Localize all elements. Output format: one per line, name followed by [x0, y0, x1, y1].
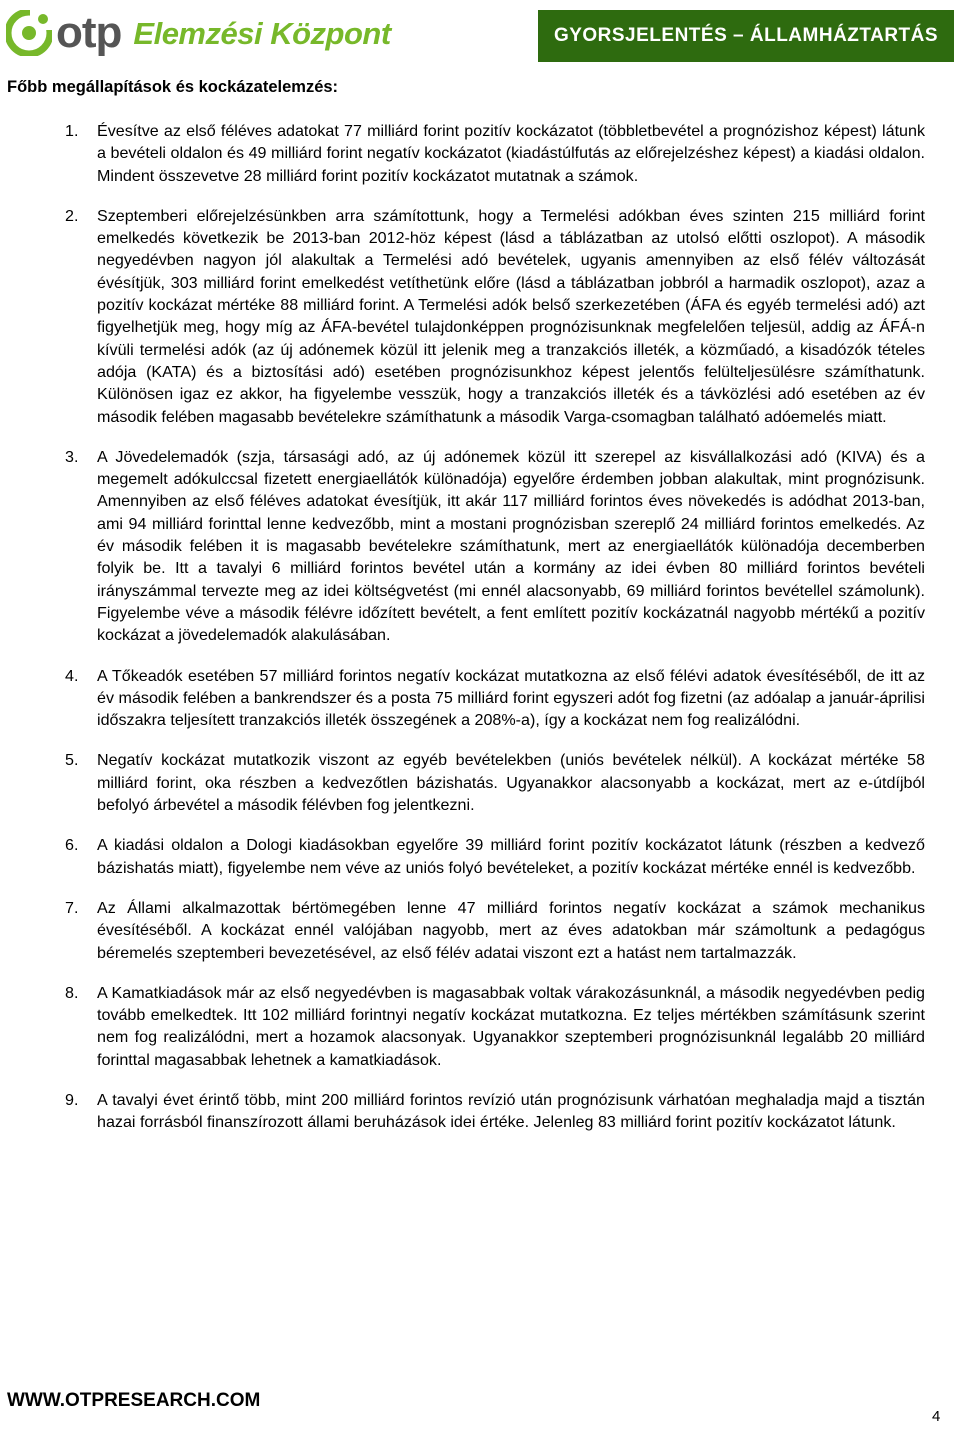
item-number: 3. [65, 447, 79, 466]
otp-logo [6, 8, 391, 58]
banner-label: GYORSJELENTÉS – ÁLLAMHÁZTARTÁS [553, 25, 939, 46]
page-header [0, 0, 960, 70]
logo-wordmark: otp [56, 8, 122, 57]
item-text: A Jövedelemadók (szja, társasági adó, az új adónemek közül itt szerepel az kisvállalkozási adó (KIVA) és a megemelt adókulccsal fizetett energiaellátók különadója) egyelőre érdemben jobban alakultak, mint prognózisunk. Amennyiben az első féléves adatokat évesítjük, itt akár 117 milliárd forintos éves növekedés is adódhat 2013-ban, ami 94 milliárd forinttal lenne kedvezőbb, mint a mostani prognózisban szereplő 24 milliárd forintos emelkedés. Az év második felében it is magasabb bevételekre számíthatunk, mert az energiaellátók különadója decemberben folyik be. Itt a tavalyi 6 milliárd forintos bevétel után a kormány az idei évben 80 milliárd forintos bevételi irányszámmal tervezte meg az idei költségvetést (mi ennél alacsonyabb, 69 milliárd forintos bevétellel számolunk). Figyelembe véve a második félévre időzített bevételt, a fent említett pozitív kockázatnál nagyobb mértékű a pozitív kockázat a jövedelemadók alakulásában. [97, 447, 925, 645]
item-number: 5. [65, 751, 79, 770]
list-item [61, 446, 925, 647]
item-number: 4. [65, 666, 79, 685]
report-type-banner [538, 10, 954, 62]
footer-website-link[interactable]: WWW.OTPRESEARCH.COM [7, 1390, 261, 1411]
item-text: Szeptemberi előrejelzésünkben arra számítottunk, hogy a Termelési adókban éves szinten 215 milliárd forint emelkedés következik be 2013-ban 2012-höz képest (lásd a táblázatban az utolsó előtti oszlopot). A második negyedévben nagyon jól alakultak a Termelési adó bevételek, ugyanis amennyiben az első félév változását évésítjük, 303 milliárd forint emelkedést vetíthetünk előre (lásd a táblázatban jobbról a harmadik oszlopot), azaz a pozitív kockázat mértéke 88 milliárd forint. A Termelési adók belső szerkezetében (ÁFA és egyéb termelési adó) azt figyelhetjük meg, hogy míg az ÁFA-bevétel tulajdonképpen prognózisunknak megfelelően teljesül, addig az ÁFÁ-n kívüli termelési adók (az új adónemek közül itt jelenik meg a tranzakciós illeték, a közműadó, a kisadózók tételes adója (KATA) és a biztosítási adó) esetében prognózisunkhoz képest jelentős felülteljesülésre számíthatunk. Különösen igaz ez akkor, ha figyelembe vesszük, hogy a tranzakciós illeték és a távközlési adó esetében az év második felében magasabb bevételekre számíthatunk a második Varga-csomagban található adóemelés miatt. [97, 206, 925, 426]
item-number: 9. [65, 1090, 79, 1109]
list-item [61, 749, 925, 816]
findings-list [61, 120, 925, 1152]
list-item [61, 1089, 925, 1134]
list-item [61, 120, 925, 187]
item-text: A Kamatkiadások már az első negyedévben is magasabbak voltak várakozásunknál, a második negyedévben pedig tovább emelkedtek. Itt 102 milliárd forintnyi negatív kockázat mutatkozna. Ez teljes mértékben számításunk szerint nem fog realizálódni, mert a hozamok alacsonyak. Ugyanakkor szeptemberi prognózisunknál legalább 20 milliárd forinttal magasabbak lehetnek a kamatkiadások. [97, 983, 925, 1069]
item-number: 7. [65, 898, 79, 917]
item-number: 1. [65, 122, 79, 140]
logo-subtitle: Elemzési Központ [133, 15, 391, 51]
otp-logo-mark-icon [6, 10, 52, 56]
item-text: Az Állami alkalmazottak bértömegében lenne 47 milliárd forintos negatív kockázat a számok mechanikus évesítéséből. A kockázat ennél valójában nagyobb, mert az éves adatokban már számoltunk a pedagógus béremelés szeptemberi bevezetésével, az első félév adatai viszont ezt a hatást nem tartalmazzák. [97, 898, 925, 962]
list-item [61, 665, 925, 732]
item-text: Évesítve az első féléves adatokat 77 milliárd forint pozitív kockázatot (többletbevétel a prognózishoz képest) látunk a bevételi oldalon és 49 milliárd forint negatív kockázatot (kiadástúlfutás az előrejelzéshez képest) a kiadási oldalon. Mindent összevetve 28 milliárd forint pozitív kockázatot mutatnak a számok. [97, 122, 925, 185]
list-item [61, 982, 925, 1071]
item-number: 6. [65, 836, 79, 855]
item-text: A tavalyi évet érintő több, mint 200 milliárd forintos revízió után prognózisunk várhatóan meghaladja majd a tisztán hazai forrásból finanszírozott állami beruházások idei értéke. Jelenleg 83 milliárd forint pozitív kockázatot látunk. [97, 1090, 925, 1132]
list-item [61, 897, 925, 964]
item-number: 2. [65, 206, 79, 225]
section-title: Főbb megállapítások és kockázatelemzés: [7, 78, 339, 96]
list-item [61, 834, 925, 879]
item-text: A kiadási oldalon a Dologi kiadásokban egyelőre 39 milliárd forint pozitív kockázatot látunk (részben a kedvező bázishatás miatt), figyelembe nem véve az uniós folyó bevételeket, a pozitív kockázat mértéke ennél is kedvezőbb. [97, 836, 925, 877]
item-text: A Tőkeadók esetében 57 milliárd forintos negatív kockázat mutatkozna az első félévi adatok évesítéséből, de itt az év második felében a bankrendszer és a posta 75 milliárd forint egyszeri adót fog fizetni (az adóalap a január-áprilisi időszakra teljesített tranzakciós illeték összegének a 208%-a), így a kockázat nem fog realizálódni. [97, 666, 925, 730]
item-text: Negatív kockázat mutatkozik viszont az egyéb bevételekben (uniós bevételek nélkül). A kockázat mértéke 58 milliárd forint, oka részben a kedvezőtlen bázishatás. Ugyanakkor alacsonyabb a kockázat, mert az e-útdíjból befolyó árbevétel a második félévben fog jelentkezni. [97, 751, 925, 815]
list-item [61, 205, 925, 428]
page-number: 4 [932, 1408, 941, 1425]
item-number: 8. [65, 983, 79, 1002]
